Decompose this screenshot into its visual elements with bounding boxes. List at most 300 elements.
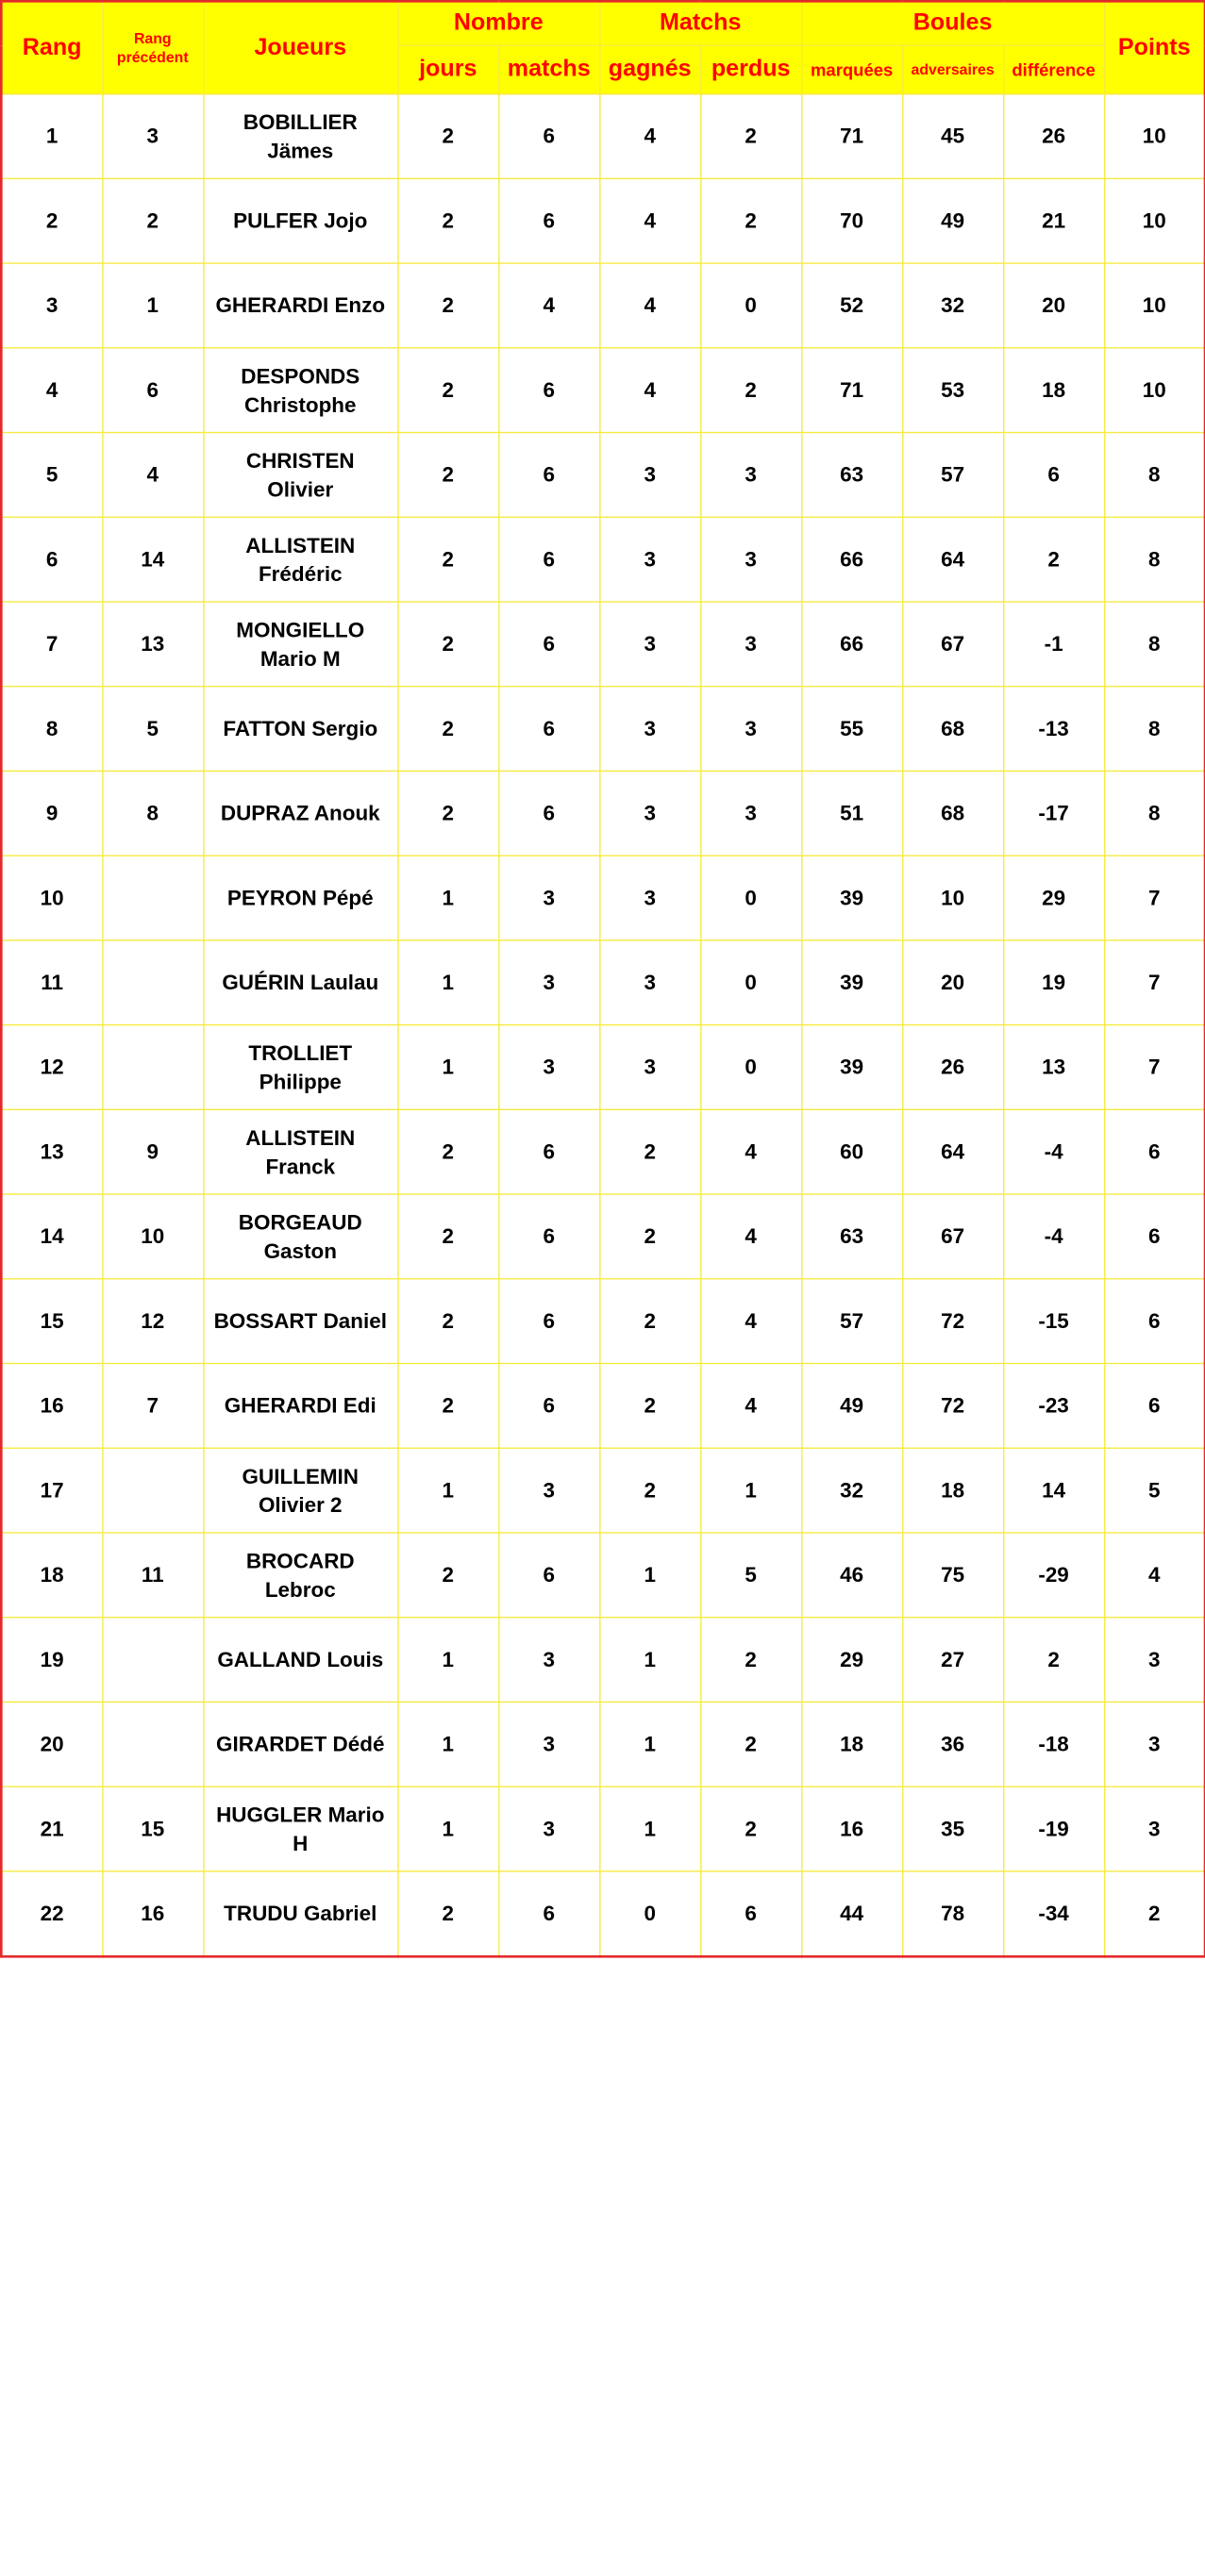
cell-rang-precedent: 5	[102, 687, 203, 772]
table-row	[1, 1533, 1205, 1618]
cell-points: 4	[1104, 1533, 1205, 1618]
cell-marquees: 46	[801, 1533, 902, 1618]
cell-gagnes: 2	[599, 1279, 700, 1364]
cell-gagnes: 2	[599, 1109, 700, 1194]
cell-difference: -19	[1003, 1787, 1104, 1871]
cell-rang: 5	[1, 433, 102, 518]
cell-jours: 2	[397, 1194, 498, 1279]
cell-adversaires: 57	[902, 433, 1003, 518]
cell-gagnes: 2	[599, 1194, 700, 1279]
cell-adversaires: 64	[902, 517, 1003, 602]
cell-rang: 12	[1, 1025, 102, 1110]
cell-rang: 1	[1, 94, 102, 179]
cell-difference: 14	[1003, 1448, 1104, 1533]
cell-jours: 2	[397, 1279, 498, 1364]
player-name-line2: Christophe	[244, 392, 357, 417]
cell-gagnes: 1	[599, 1618, 700, 1703]
cell-difference: 13	[1003, 1025, 1104, 1110]
table-row	[1, 1448, 1205, 1533]
cell-marquees: 39	[801, 856, 902, 940]
cell-difference: -34	[1003, 1871, 1104, 1956]
player-name-line1: GUÉRIN Laulau	[222, 971, 379, 995]
cell-rang-precedent	[102, 1448, 203, 1533]
cell-marquees: 49	[801, 1364, 902, 1449]
cell-rang: 11	[1, 940, 102, 1025]
cell-difference: 2	[1003, 517, 1104, 602]
player-name-line1: MONGIELLO	[236, 618, 365, 642]
cell-marquees: 32	[801, 1448, 902, 1533]
cell-joueur	[203, 178, 397, 263]
cell-marquees: 39	[801, 940, 902, 1025]
cell-points: 2	[1104, 1871, 1205, 1956]
player-name-line2: Jämes	[267, 139, 334, 163]
player-name-line1: BROCARD	[245, 1549, 355, 1573]
cell-jours: 2	[397, 1871, 498, 1956]
cell-points: 3	[1104, 1618, 1205, 1703]
cell-perdus: 3	[700, 602, 801, 687]
cell-marquees: 44	[801, 1871, 902, 1956]
cell-points: 10	[1104, 178, 1205, 263]
cell-rang-precedent: 12	[102, 1279, 203, 1364]
cell-joueur	[203, 1618, 397, 1703]
cell-matchs: 3	[498, 940, 599, 1025]
player-name-line1: FATTON Sergio	[223, 717, 378, 741]
cell-gagnes: 3	[599, 856, 700, 940]
cell-joueur	[203, 517, 397, 602]
cell-difference: 26	[1003, 94, 1104, 179]
cell-marquees: 71	[801, 348, 902, 433]
player-name-line2: Gaston	[263, 1238, 337, 1263]
cell-rang: 17	[1, 1448, 102, 1533]
table-header	[1, 1, 1205, 93]
table-row	[1, 602, 1205, 687]
cell-adversaires: 18	[902, 1448, 1003, 1533]
cell-adversaires: 72	[902, 1279, 1003, 1364]
cell-perdus: 2	[700, 1702, 801, 1787]
cell-marquees: 16	[801, 1787, 902, 1871]
cell-adversaires: 26	[902, 1025, 1003, 1110]
header-rang-precedent-line1: Rang	[133, 29, 172, 47]
cell-adversaires: 72	[902, 1364, 1003, 1449]
player-name-line1: GHERARDI Enzo	[215, 293, 386, 318]
cell-rang: 19	[1, 1618, 102, 1703]
cell-points: 10	[1104, 263, 1205, 348]
cell-gagnes: 3	[599, 940, 700, 1025]
table-row	[1, 856, 1205, 940]
cell-adversaires: 49	[902, 178, 1003, 263]
cell-rang-precedent: 10	[102, 1194, 203, 1279]
cell-difference: 19	[1003, 940, 1104, 1025]
table-row	[1, 1364, 1205, 1449]
cell-difference: -29	[1003, 1533, 1104, 1618]
header-points: Points	[1104, 1, 1205, 93]
cell-points: 8	[1104, 687, 1205, 772]
cell-jours: 2	[397, 94, 498, 179]
cell-jours: 2	[397, 1364, 498, 1449]
cell-rang: 21	[1, 1787, 102, 1871]
cell-matchs: 4	[498, 263, 599, 348]
cell-adversaires: 78	[902, 1871, 1003, 1956]
header-jours: jours	[397, 45, 498, 93]
player-name-line1: GIRARDET Dédé	[216, 1732, 385, 1756]
cell-rang-precedent: 15	[102, 1787, 203, 1871]
cell-marquees: 70	[801, 178, 902, 263]
cell-rang: 15	[1, 1279, 102, 1364]
header-matchs: matchs	[498, 45, 599, 93]
cell-gagnes: 3	[599, 517, 700, 602]
cell-marquees: 18	[801, 1702, 902, 1787]
player-name-line1: DESPONDS	[241, 363, 360, 389]
cell-joueur	[203, 1279, 397, 1364]
cell-points: 8	[1104, 433, 1205, 518]
cell-matchs: 3	[498, 1787, 599, 1871]
cell-adversaires: 75	[902, 1533, 1003, 1618]
table-row	[1, 771, 1205, 856]
cell-rang: 4	[1, 348, 102, 433]
cell-difference: -1	[1003, 602, 1104, 687]
cell-points: 10	[1104, 94, 1205, 179]
header-matchs-group: Matchs	[599, 1, 801, 45]
cell-marquees: 71	[801, 94, 902, 179]
cell-rang: 22	[1, 1871, 102, 1956]
cell-gagnes: 0	[599, 1871, 700, 1956]
cell-rang-precedent	[102, 1025, 203, 1110]
cell-points: 7	[1104, 856, 1205, 940]
cell-gagnes: 4	[599, 94, 700, 179]
cell-rang: 6	[1, 517, 102, 602]
cell-matchs: 6	[498, 687, 599, 772]
cell-difference: -18	[1003, 1702, 1104, 1787]
cell-rang: 20	[1, 1702, 102, 1787]
cell-gagnes: 3	[599, 433, 700, 518]
cell-perdus: 3	[700, 687, 801, 772]
cell-rang: 13	[1, 1109, 102, 1194]
cell-matchs: 3	[498, 1618, 599, 1703]
table-row	[1, 178, 1205, 263]
cell-rang: 2	[1, 178, 102, 263]
cell-gagnes: 1	[599, 1702, 700, 1787]
table-body	[1, 94, 1205, 1956]
cell-jours: 1	[397, 856, 498, 940]
cell-adversaires: 68	[902, 687, 1003, 772]
cell-jours: 1	[397, 1702, 498, 1787]
cell-adversaires: 27	[902, 1618, 1003, 1703]
cell-jours: 2	[397, 433, 498, 518]
player-name-line1: BORGEAUD	[238, 1210, 362, 1235]
cell-matchs: 6	[498, 1533, 599, 1618]
cell-marquees: 52	[801, 263, 902, 348]
cell-perdus: 3	[700, 433, 801, 518]
table-row	[1, 94, 1205, 179]
cell-adversaires: 67	[902, 1194, 1003, 1279]
cell-joueur	[203, 1448, 397, 1533]
cell-points: 6	[1104, 1194, 1205, 1279]
cell-points: 10	[1104, 348, 1205, 433]
table-row	[1, 1702, 1205, 1787]
cell-perdus: 1	[700, 1448, 801, 1533]
cell-points: 8	[1104, 517, 1205, 602]
cell-matchs: 6	[498, 517, 599, 602]
cell-adversaires: 10	[902, 856, 1003, 940]
cell-rang-precedent	[102, 1702, 203, 1787]
cell-joueur	[203, 940, 397, 1025]
header-joueurs: Joueurs	[203, 1, 397, 93]
cell-joueur	[203, 433, 397, 518]
cell-jours: 2	[397, 1533, 498, 1618]
cell-matchs: 6	[498, 771, 599, 856]
cell-perdus: 3	[700, 517, 801, 602]
cell-points: 7	[1104, 940, 1205, 1025]
cell-gagnes: 3	[599, 687, 700, 772]
cell-perdus: 2	[700, 178, 801, 263]
player-name-line1: DUPRAZ Anouk	[220, 801, 380, 825]
cell-matchs: 6	[498, 1279, 599, 1364]
cell-adversaires: 45	[902, 94, 1003, 179]
table-row	[1, 1279, 1205, 1364]
table-row	[1, 1618, 1205, 1703]
player-name-line1: PEYRON Pépé	[226, 886, 374, 910]
cell-rang-precedent: 4	[102, 433, 203, 518]
cell-matchs: 6	[498, 433, 599, 518]
cell-matchs: 6	[498, 1364, 599, 1449]
cell-jours: 2	[397, 1109, 498, 1194]
cell-perdus: 3	[700, 771, 801, 856]
cell-matchs: 6	[498, 1109, 599, 1194]
cell-gagnes: 1	[599, 1533, 700, 1618]
table-row	[1, 1871, 1205, 1956]
cell-points: 3	[1104, 1787, 1205, 1871]
cell-jours: 2	[397, 178, 498, 263]
header-rang-precedent-line2: précédent	[116, 47, 189, 66]
cell-difference: -13	[1003, 687, 1104, 772]
cell-adversaires: 35	[902, 1787, 1003, 1871]
cell-rang-precedent: 2	[102, 178, 203, 263]
cell-rang-precedent: 16	[102, 1871, 203, 1956]
table-row	[1, 687, 1205, 772]
cell-perdus: 2	[700, 94, 801, 179]
cell-points: 5	[1104, 1448, 1205, 1533]
cell-points: 6	[1104, 1364, 1205, 1449]
cell-rang: 7	[1, 602, 102, 687]
cell-points: 6	[1104, 1279, 1205, 1364]
cell-rang-precedent	[102, 856, 203, 940]
cell-rang-precedent: 6	[102, 348, 203, 433]
player-name-line1: GALLAND Louis	[217, 1648, 384, 1672]
cell-rang: 3	[1, 263, 102, 348]
cell-jours: 2	[397, 517, 498, 602]
player-name-line2: Mario M	[259, 646, 341, 671]
cell-rang-precedent: 9	[102, 1109, 203, 1194]
cell-perdus: 0	[700, 940, 801, 1025]
cell-matchs: 6	[498, 178, 599, 263]
cell-jours: 2	[397, 263, 498, 348]
table-row	[1, 1109, 1205, 1194]
cell-marquees: 29	[801, 1618, 902, 1703]
cell-gagnes: 4	[599, 178, 700, 263]
cell-rang-precedent: 11	[102, 1533, 203, 1618]
cell-joueur	[203, 1787, 397, 1871]
cell-joueur	[203, 771, 397, 856]
player-name-line2: Olivier	[267, 477, 334, 502]
cell-perdus: 6	[700, 1871, 801, 1956]
cell-matchs: 3	[498, 1702, 599, 1787]
cell-perdus: 0	[700, 1025, 801, 1110]
cell-gagnes: 4	[599, 263, 700, 348]
cell-difference: 18	[1003, 348, 1104, 433]
cell-rang: 9	[1, 771, 102, 856]
cell-adversaires: 64	[902, 1109, 1003, 1194]
player-name-line1: BOBILLIER	[243, 109, 358, 134]
cell-joueur	[203, 1871, 397, 1956]
cell-jours: 1	[397, 1618, 498, 1703]
cell-perdus: 4	[700, 1364, 801, 1449]
cell-rang-precedent	[102, 1618, 203, 1703]
player-name-line2: Philippe	[259, 1070, 342, 1094]
table-row	[1, 1787, 1205, 1871]
header-boules: Boules	[801, 1, 1104, 45]
cell-perdus: 2	[700, 348, 801, 433]
cell-marquees: 60	[801, 1109, 902, 1194]
cell-marquees: 66	[801, 602, 902, 687]
player-name-line2: Franck	[265, 1154, 336, 1178]
cell-difference: 6	[1003, 433, 1104, 518]
header-difference: différence	[1003, 45, 1104, 93]
player-name-line1: HUGGLER Mario	[216, 1803, 385, 1827]
header-gagnes: gagnés	[599, 45, 700, 93]
cell-jours: 1	[397, 1025, 498, 1110]
cell-difference: 21	[1003, 178, 1104, 263]
table-row	[1, 348, 1205, 433]
cell-rang-precedent: 14	[102, 517, 203, 602]
cell-joueur	[203, 602, 397, 687]
table-row	[1, 433, 1205, 518]
cell-adversaires: 68	[902, 771, 1003, 856]
cell-perdus: 5	[700, 1533, 801, 1618]
cell-rang: 8	[1, 687, 102, 772]
cell-perdus: 2	[700, 1618, 801, 1703]
cell-perdus: 0	[700, 856, 801, 940]
cell-marquees: 66	[801, 517, 902, 602]
cell-rang-precedent: 1	[102, 263, 203, 348]
player-name-line1: ALLISTEIN	[245, 533, 356, 557]
player-name-line1: TROLLIET	[248, 1040, 353, 1065]
cell-difference: -17	[1003, 771, 1104, 856]
cell-difference: 20	[1003, 263, 1104, 348]
cell-marquees: 63	[801, 433, 902, 518]
cell-rang-precedent: 3	[102, 94, 203, 179]
cell-gagnes: 3	[599, 602, 700, 687]
cell-rang: 18	[1, 1533, 102, 1618]
cell-gagnes: 3	[599, 771, 700, 856]
cell-rang-precedent: 7	[102, 1364, 203, 1449]
cell-points: 7	[1104, 1025, 1205, 1110]
cell-marquees: 55	[801, 687, 902, 772]
header-rang-precedent	[102, 1, 203, 93]
player-name-line1: CHRISTEN	[245, 448, 355, 473]
cell-jours: 2	[397, 348, 498, 433]
cell-joueur	[203, 1194, 397, 1279]
cell-marquees: 39	[801, 1025, 902, 1110]
cell-perdus: 2	[700, 1787, 801, 1871]
player-name-line1: GHERARDI Edi	[224, 1393, 377, 1418]
header-marquees: marquées	[801, 45, 902, 93]
cell-rang-precedent: 8	[102, 771, 203, 856]
cell-jours: 2	[397, 687, 498, 772]
cell-jours: 1	[397, 940, 498, 1025]
cell-marquees: 51	[801, 771, 902, 856]
player-name-line1: BOSSART Daniel	[213, 1309, 387, 1334]
cell-joueur	[203, 1702, 397, 1787]
cell-matchs: 6	[498, 348, 599, 433]
cell-matchs: 3	[498, 856, 599, 940]
cell-joueur	[203, 1533, 397, 1618]
cell-jours: 2	[397, 602, 498, 687]
player-name-line1: ALLISTEIN	[245, 1125, 356, 1150]
cell-perdus: 0	[700, 263, 801, 348]
cell-joueur	[203, 856, 397, 940]
cell-matchs: 6	[498, 1871, 599, 1956]
cell-rang: 10	[1, 856, 102, 940]
cell-points: 6	[1104, 1109, 1205, 1194]
cell-points: 3	[1104, 1702, 1205, 1787]
cell-joueur	[203, 1109, 397, 1194]
cell-matchs: 3	[498, 1448, 599, 1533]
cell-points: 8	[1104, 771, 1205, 856]
player-name-line1: PULFER Jojo	[233, 208, 368, 233]
cell-difference: -23	[1003, 1364, 1104, 1449]
cell-perdus: 4	[700, 1279, 801, 1364]
player-name-line2: Olivier 2	[258, 1492, 343, 1517]
cell-gagnes: 2	[599, 1364, 700, 1449]
cell-matchs: 6	[498, 602, 599, 687]
cell-joueur	[203, 1025, 397, 1110]
cell-joueur	[203, 263, 397, 348]
cell-adversaires: 32	[902, 263, 1003, 348]
cell-jours: 2	[397, 771, 498, 856]
cell-joueur	[203, 1364, 397, 1449]
cell-rang-precedent: 13	[102, 602, 203, 687]
cell-gagnes: 2	[599, 1448, 700, 1533]
cell-matchs: 3	[498, 1025, 599, 1110]
header-perdus: perdus	[700, 45, 801, 93]
cell-jours: 1	[397, 1448, 498, 1533]
player-name-line2: H	[293, 1831, 309, 1855]
cell-adversaires: 36	[902, 1702, 1003, 1787]
player-name-line1: TRUDU Gabriel	[224, 1901, 377, 1925]
table-row	[1, 940, 1205, 1025]
cell-rang: 14	[1, 1194, 102, 1279]
cell-matchs: 6	[498, 1194, 599, 1279]
cell-gagnes: 3	[599, 1025, 700, 1110]
cell-rang-precedent	[102, 940, 203, 1025]
cell-perdus: 4	[700, 1109, 801, 1194]
player-name-line2: Frédéric	[258, 561, 343, 586]
header-adversaires: adversaires	[902, 45, 1003, 93]
cell-gagnes: 4	[599, 348, 700, 433]
cell-jours: 1	[397, 1787, 498, 1871]
cell-adversaires: 20	[902, 940, 1003, 1025]
cell-difference: 2	[1003, 1618, 1104, 1703]
cell-perdus: 4	[700, 1194, 801, 1279]
header-rang: Rang	[1, 1, 102, 93]
cell-adversaires: 67	[902, 602, 1003, 687]
cell-difference: -15	[1003, 1279, 1104, 1364]
table-row	[1, 1194, 1205, 1279]
table-row	[1, 517, 1205, 602]
cell-marquees: 57	[801, 1279, 902, 1364]
cell-difference: -4	[1003, 1109, 1104, 1194]
cell-adversaires: 53	[902, 348, 1003, 433]
